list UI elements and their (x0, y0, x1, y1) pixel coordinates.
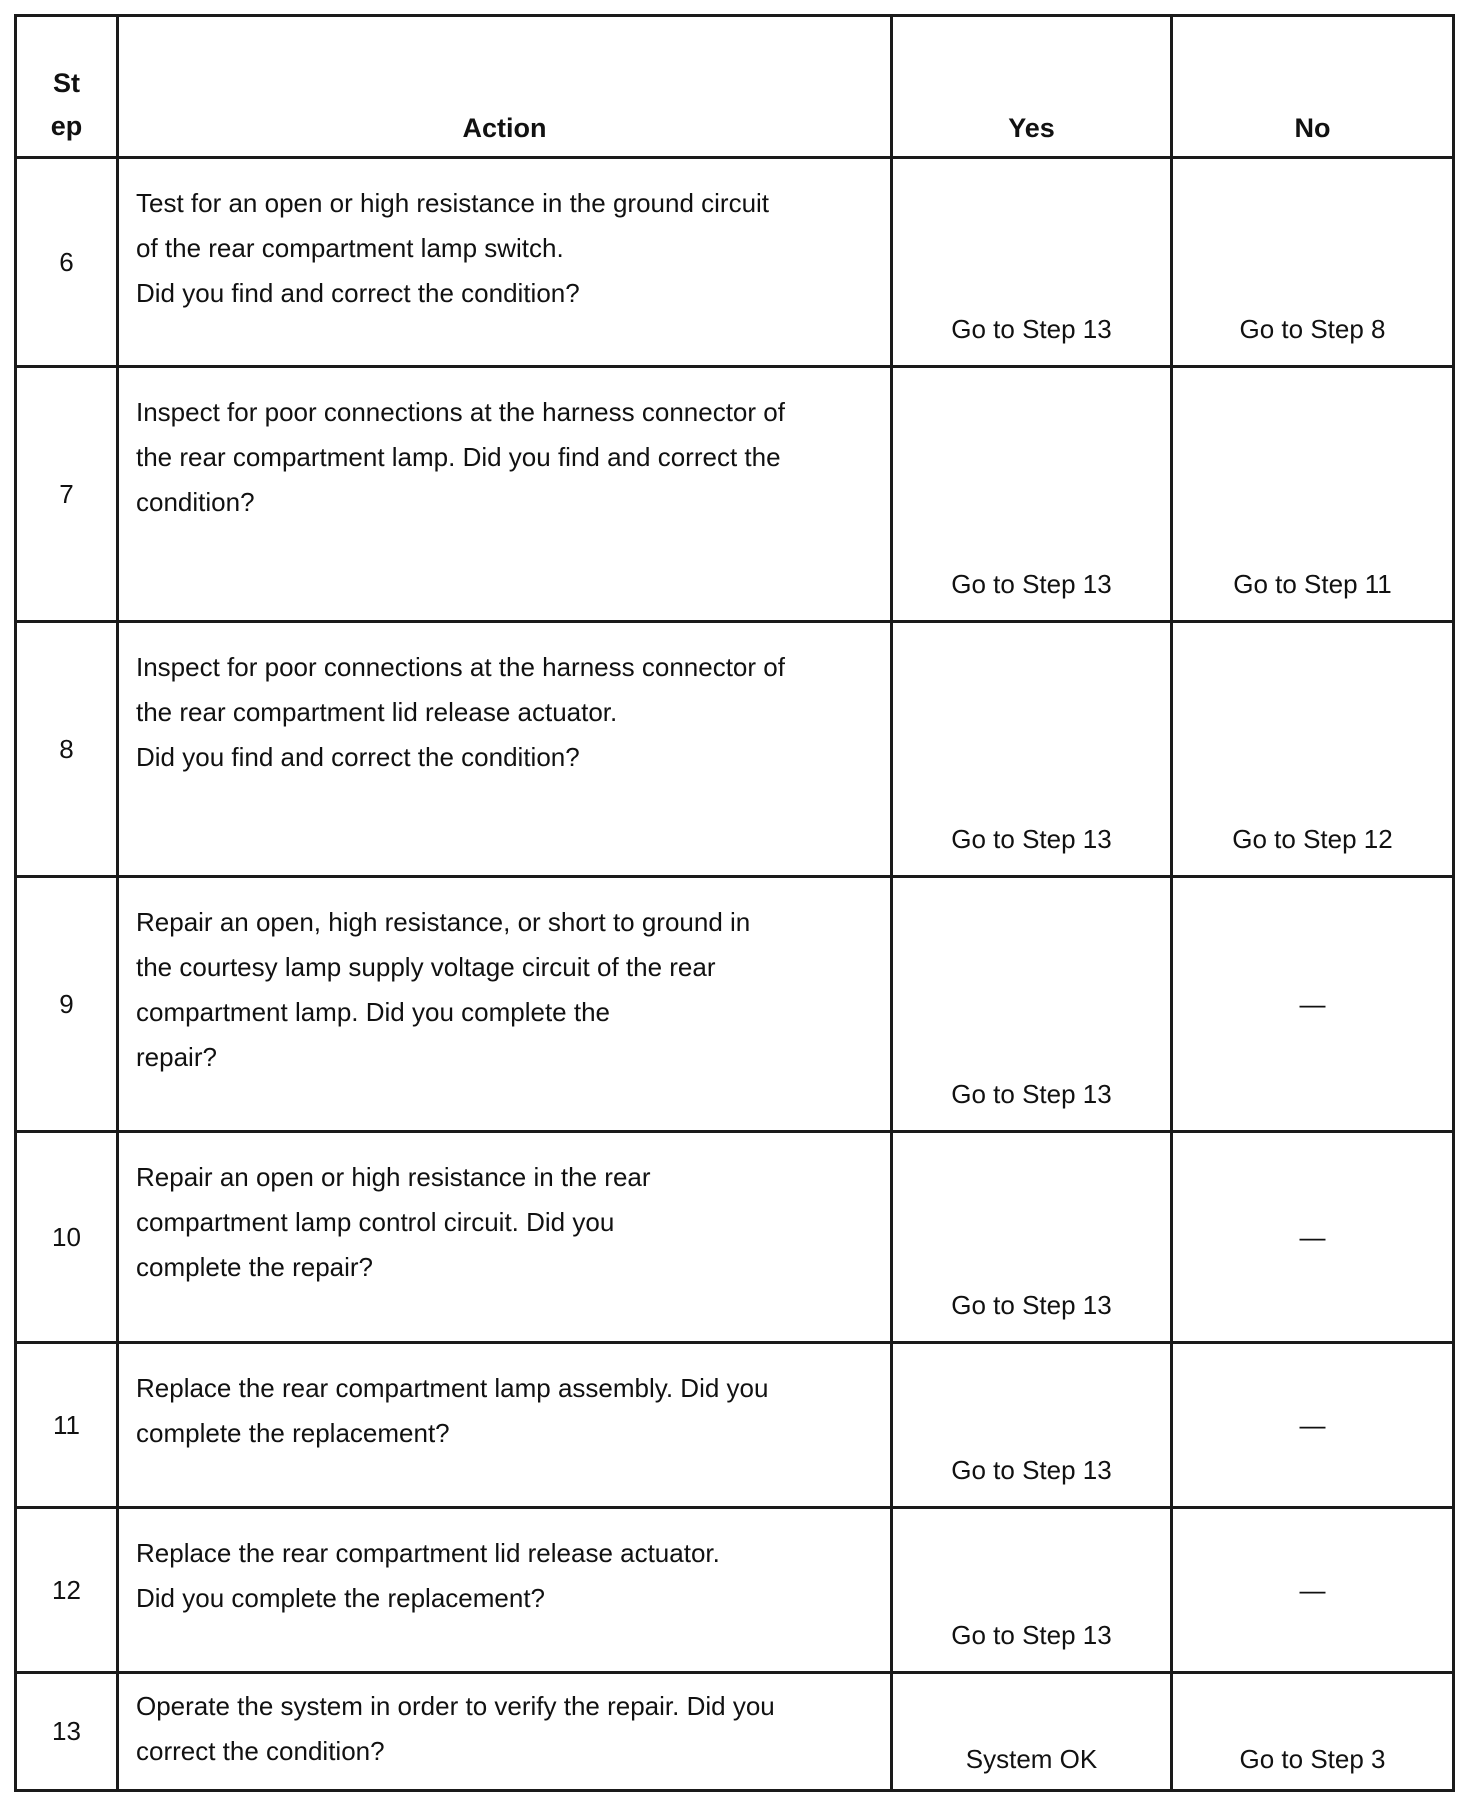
yes-result: Go to Step 13 (892, 158, 1172, 367)
no-result: — (1172, 1132, 1454, 1343)
header-step: St ep (16, 16, 118, 158)
no-result: — (1172, 1343, 1454, 1508)
table-row (16, 367, 1454, 622)
step-number: 13 (16, 1673, 118, 1791)
action-text: Test for an open or high resistance in the ground circuit of the rear compartment lamp switch. Did you find and correct the condition? (118, 158, 892, 367)
action-text: Repair an open, high resistance, or short to ground in the courtesy lamp supply voltage circuit of the rear compartment lamp. Did you complete the repair? (118, 877, 892, 1132)
table-row (16, 158, 1454, 367)
yes-result: Go to Step 13 (892, 877, 1172, 1132)
yes-result: Go to Step 13 (892, 1132, 1172, 1343)
step-number: 7 (16, 367, 118, 622)
no-result: — (1172, 877, 1454, 1132)
no-result: — (1172, 1508, 1454, 1673)
step-number: 6 (16, 158, 118, 367)
diagnostic-table (14, 14, 1455, 1792)
action-text: Replace the rear compartment lamp assembly. Did you complete the replacement? (118, 1343, 892, 1508)
action-text: Replace the rear compartment lid release actuator. Did you complete the replacement? (118, 1508, 892, 1673)
step-number: 9 (16, 877, 118, 1132)
table-row (16, 1673, 1454, 1791)
table-row (16, 1132, 1454, 1343)
no-result: Go to Step 8 (1172, 158, 1454, 367)
table-row (16, 877, 1454, 1132)
action-text: Operate the system in order to verify the repair. Did you correct the condition? (118, 1673, 892, 1791)
header-action: Action (118, 16, 892, 158)
yes-result: Go to Step 13 (892, 622, 1172, 877)
table-row (16, 1343, 1454, 1508)
no-result: Go to Step 3 (1172, 1673, 1454, 1791)
action-text: Inspect for poor connections at the harness connector of the rear compartment lid release actuator. Did you find and correct the condition? (118, 622, 892, 877)
yes-result: System OK (892, 1673, 1172, 1791)
no-result: Go to Step 11 (1172, 367, 1454, 622)
no-result: Go to Step 12 (1172, 622, 1454, 877)
yes-result: Go to Step 13 (892, 367, 1172, 622)
table-row (16, 1508, 1454, 1673)
step-number: 10 (16, 1132, 118, 1343)
header-row (16, 16, 1454, 158)
action-text: Inspect for poor connections at the harness connector of the rear compartment lamp. Did you find and correct the condition? (118, 367, 892, 622)
action-text: Repair an open or high resistance in the rear compartment lamp control circuit. Did you complete the repair? (118, 1132, 892, 1343)
yes-result: Go to Step 13 (892, 1508, 1172, 1673)
table-row (16, 622, 1454, 877)
yes-result: Go to Step 13 (892, 1343, 1172, 1508)
step-number: 12 (16, 1508, 118, 1673)
step-number: 11 (16, 1343, 118, 1508)
step-number: 8 (16, 622, 118, 877)
header-yes: Yes (892, 16, 1172, 158)
header-no: No (1172, 16, 1454, 158)
